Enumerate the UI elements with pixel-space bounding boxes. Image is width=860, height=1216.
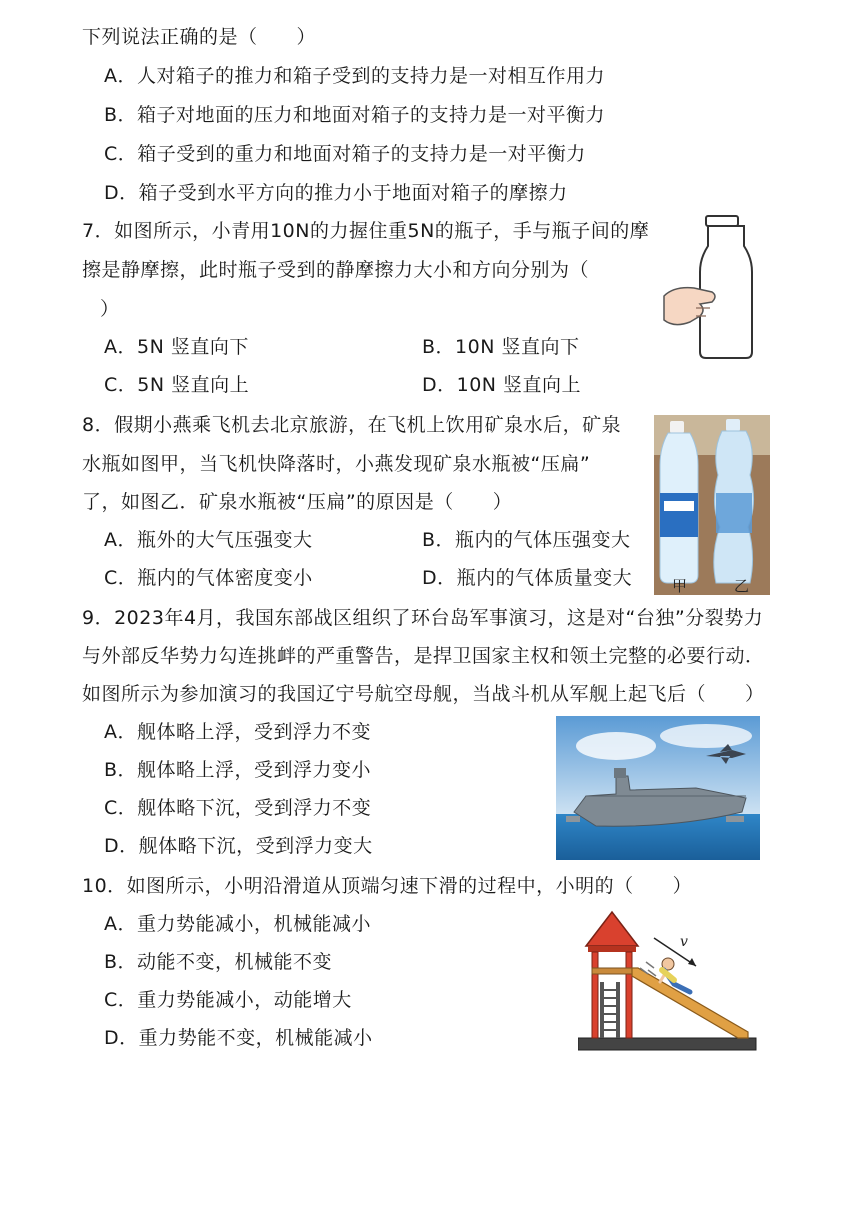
q9-option-c: C．舰体略下沉，受到浮力不变	[104, 797, 372, 819]
q7-bottle-hand-figure	[660, 212, 760, 364]
q9-option-d: D．舰体略下沉，受到浮力变大	[104, 835, 373, 857]
q9-stem-line-2: 与外部反华势力勾连挑衅的严重警告，是捍卫国家主权和领土完整的必要行动．	[82, 645, 765, 667]
q10-option-b: B．动能不变，机械能不变	[104, 951, 333, 973]
q6-option-c: C．箱子受到的重力和地面对箱子的支持力是一对平衡力	[104, 143, 586, 165]
q6-option-b: B．箱子对地面的压力和地面对箱子的支持力是一对平衡力	[104, 104, 606, 126]
q10-option-c: C．重力势能减小，动能增大	[104, 989, 352, 1011]
q10-stem-line-1: 10．如图所示，小明沿滑道从顶端匀速下滑的过程中，小明的（ ）	[82, 875, 693, 897]
q10-velocity-label: v	[680, 934, 688, 950]
q7-stem-line-3: ）	[100, 298, 120, 320]
q9-stem-line-3: 如图所示为参加演习的我国辽宁号航空母舰，当战斗机从军舰上起飞后（ ）	[82, 683, 765, 705]
q8-option-b: B．瓶内的气体压强变大	[422, 529, 631, 551]
q9-stem-line-1: 9．2023年4月，我国东部战区组织了环台岛军事演习，这是对“台独”分裂势力	[82, 607, 764, 629]
q7-option-a: A．5N 竖直向下	[104, 336, 249, 358]
q8-option-d: D．瓶内的气体质量变大	[422, 567, 633, 589]
q8-stem-line-1: 8．假期小燕乘飞机去北京旅游，在飞机上饮用矿泉水后，矿泉	[82, 414, 622, 436]
q7-option-b: B．10N 竖直向下	[422, 336, 580, 358]
q8-label-yi: 乙	[734, 577, 750, 595]
q8-option-c: C．瓶内的气体密度变小	[104, 567, 313, 589]
q8-water-bottles-photo	[654, 415, 770, 595]
q6-option-d: D．箱子受到水平方向的推力小于地面对箱子的摩擦力	[104, 182, 568, 204]
q8-stem-line-2: 水瓶如图甲，当飞机快降落时，小燕发现矿泉水瓶被“压扁”	[82, 453, 591, 475]
q6-stem-tail: 下列说法正确的是（ ）	[82, 26, 317, 48]
q8-stem-line-3: 了，如图乙．矿泉水瓶被“压扁”的原因是（ ）	[82, 491, 513, 513]
q9-aircraft-carrier-photo	[556, 716, 760, 860]
q10-option-a: A．重力势能减小，机械能减小	[104, 913, 371, 935]
q8-label-jia: 甲	[672, 577, 688, 595]
q8-option-a: A．瓶外的大气压强变大	[104, 529, 313, 551]
q10-slide-figure	[578, 908, 758, 1054]
q7-option-d: D．10N 竖直向上	[422, 374, 582, 396]
q9-option-a: A．舰体略上浮，受到浮力不变	[104, 721, 371, 743]
q7-stem-line-2: 擦是静摩擦，此时瓶子受到的静摩擦力大小和方向分别为（	[82, 259, 590, 281]
q9-option-b: B．舰体略上浮，受到浮力变小	[104, 759, 372, 781]
q7-stem-line-1: 7．如图所示，小青用10N的力握住重5N的瓶子，手与瓶子间的摩	[82, 220, 650, 242]
q7-option-c: C．5N 竖直向上	[104, 374, 250, 396]
q10-option-d: D．重力势能不变，机械能减小	[104, 1027, 373, 1049]
q6-option-a: A．人对箱子的推力和箱子受到的支持力是一对相互作用力	[104, 65, 605, 87]
